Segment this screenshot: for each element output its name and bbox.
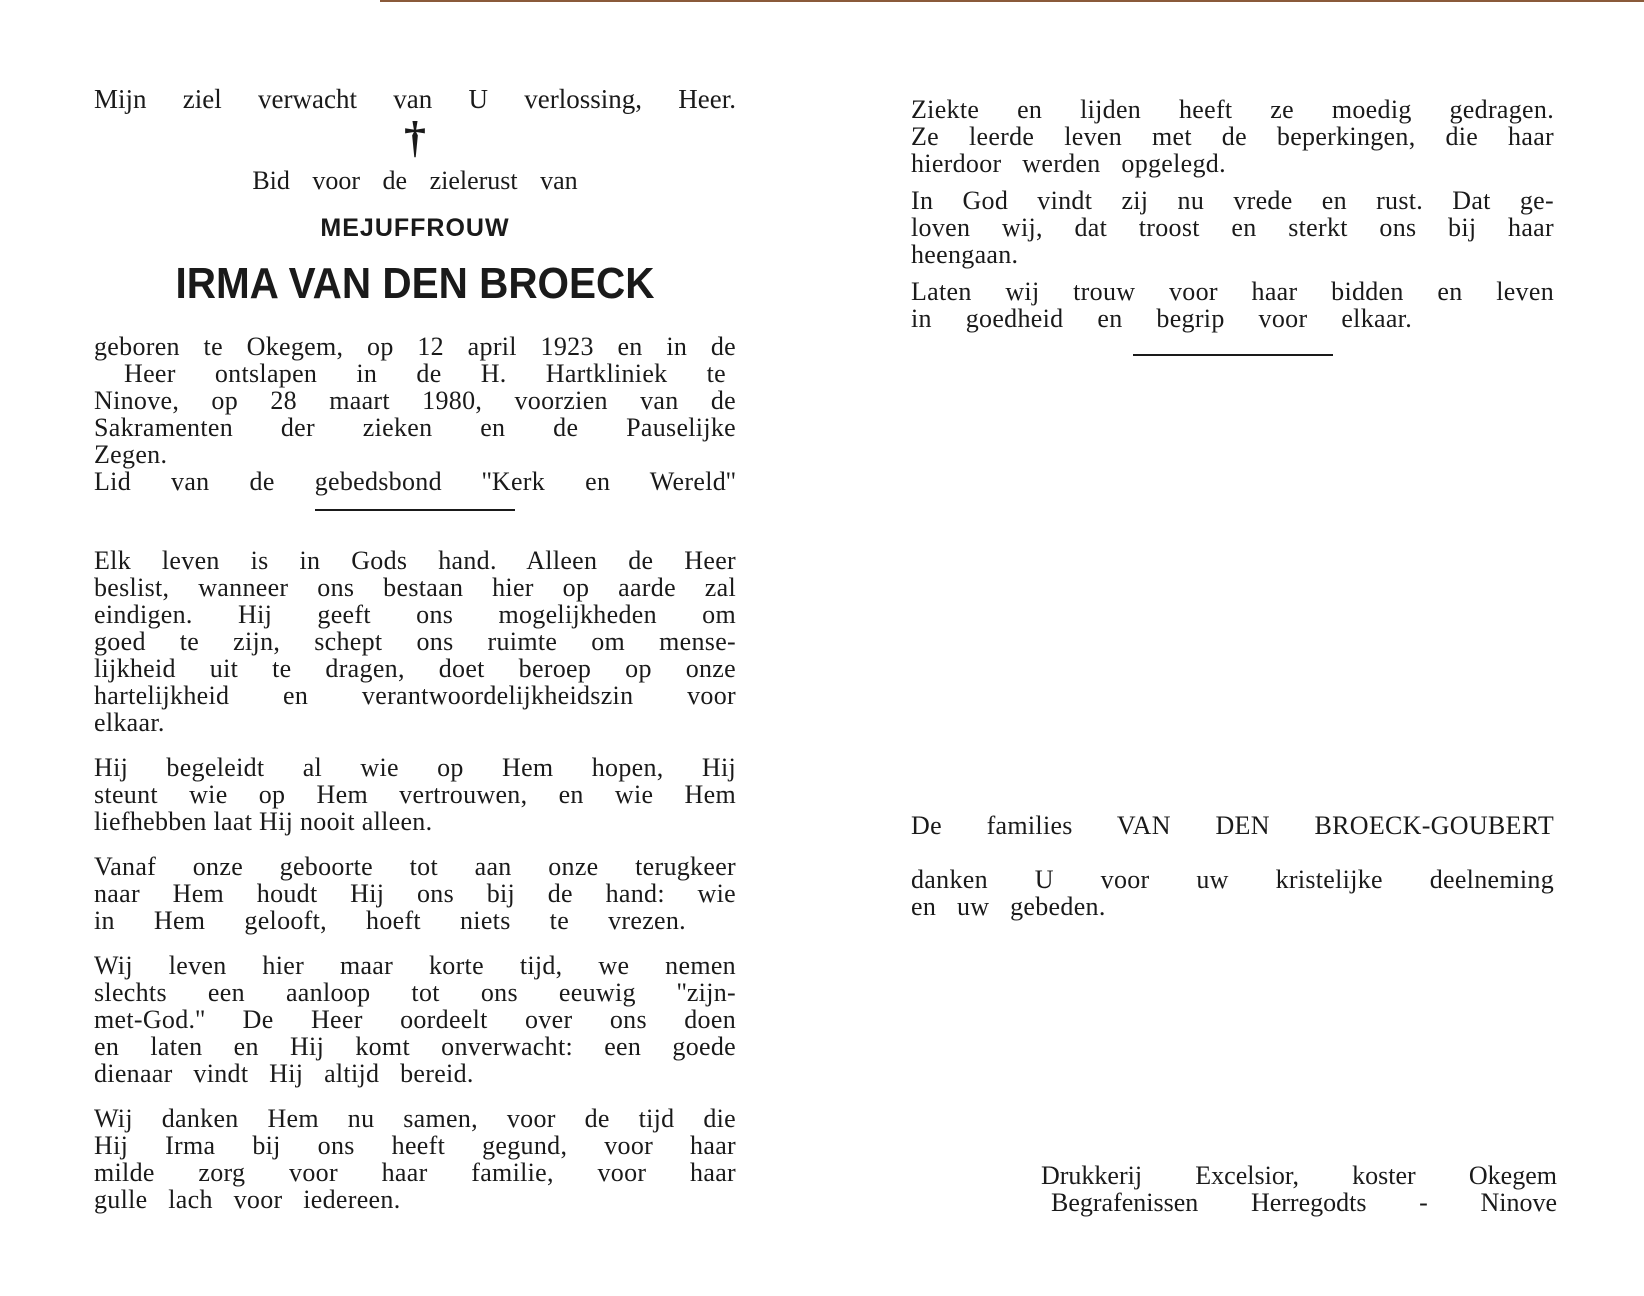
bio-line: geboren te Okegem, op 12 april 1923 en in de — [94, 332, 736, 361]
paragraph — [94, 853, 736, 934]
text-line: in goedheid en begrip voor elkaar. — [911, 304, 1412, 333]
divider — [1133, 354, 1333, 356]
printer-line: Begrafenissen Herregodts - Ninove — [1051, 1188, 1557, 1217]
thanks — [911, 866, 1554, 920]
deceased-name: IRMA VAN DEN BROECK — [175, 259, 655, 308]
paragraph — [911, 96, 1554, 177]
prayer-line: Bid voor de zielerust van — [252, 166, 578, 195]
text-line: naar Hem houdt Hij ons bij de hand: wie — [94, 879, 736, 908]
paragraph — [911, 187, 1554, 268]
text-line: elkaar. — [94, 708, 165, 737]
bio-line: Heer ontslapen in de H. Hartkliniek te — [124, 359, 726, 388]
left-column — [94, 84, 736, 1231]
bio-line: Ninove, op 28 maart 1980, voorzien van de — [94, 386, 736, 415]
paragraph — [94, 547, 736, 736]
text-line: liefhebben laat Hij nooit alleen. — [94, 807, 433, 836]
text-line: In God vindt zij nu vrede en rust. Dat ge- — [911, 186, 1554, 215]
bio-line: Zegen. — [94, 440, 168, 469]
text-line: dienaar vindt Hij altijd bereid. — [94, 1059, 474, 1088]
families-line — [911, 812, 1554, 839]
opening-verse: Mijn ziel verwacht van U verlossing, Heer. — [94, 84, 736, 114]
families-text: De families VAN DEN BROECK-GOUBERT — [911, 811, 1554, 840]
text-line: in Hem gelooft, hoeft niets te vrezen. — [94, 906, 686, 935]
biography — [94, 333, 736, 495]
text-line: heengaan. — [911, 240, 1019, 269]
text-line: slechts een aanloop tot ons eeuwig ''zijn- — [94, 978, 736, 1007]
printer-line: Drukkerij Excelsior, koster Okegem — [1041, 1161, 1557, 1190]
text-line: danken U voor uw kristelijke deelneming — [911, 865, 1554, 894]
paragraph — [94, 754, 736, 835]
text-line: Wij leven hier maar korte tijd, we nemen — [94, 951, 736, 980]
text-line: met-God.'' De Heer oordeelt over ons doen — [94, 1005, 736, 1034]
text-line: Ze leerde leven met de beperkingen, die haar — [911, 122, 1554, 151]
bio-line: Lid van de gebedsbond ''Kerk en Wereld'' — [94, 467, 736, 496]
text-line: Hij begeleidt al wie op Hem hopen, Hij — [94, 753, 736, 782]
honorific-title: MEJUFFROUW — [320, 214, 510, 242]
text-line: steunt wie op Hem vertrouwen, en wie Hem — [94, 780, 736, 809]
text-line: gulle lach voor iedereen. — [94, 1185, 401, 1214]
text-line: Hij Irma bij ons heeft gegund, voor haar — [94, 1131, 736, 1160]
text-line: Vanaf onze geboorte tot aan onze terugkeer — [94, 852, 736, 881]
text-line: en laten en Hij komt onverwacht: een goede — [94, 1032, 736, 1061]
paragraph — [94, 952, 736, 1087]
cross-icon: † — [404, 113, 426, 162]
bio-line: Sakramenten der zieken en de Pauselijke — [94, 413, 736, 442]
text-line: en uw gebeden. — [911, 892, 1106, 921]
text-line: hierdoor werden opgelegd. — [911, 149, 1226, 178]
text-line: eindigen. Hij geeft ons mogelijkheden om — [94, 600, 736, 629]
paragraph — [911, 278, 1554, 332]
text-line: Ziekte en lijden heeft ze moedig gedragen. — [911, 95, 1554, 124]
top-edge-line — [380, 0, 1644, 2]
text-line: beslist, wanneer ons bestaan hier op aarde zal — [94, 573, 736, 602]
right-column — [911, 95, 1557, 1217]
paragraph — [94, 1105, 736, 1213]
printer-credits — [1041, 1162, 1557, 1216]
text-line: loven wij, dat troost en sterkt ons bij haar — [911, 213, 1554, 242]
text-line: Elk leven is in Gods hand. Alleen de Heer — [94, 546, 736, 575]
text-line: milde zorg voor haar familie, voor haar — [94, 1158, 736, 1187]
divider — [315, 509, 515, 511]
text-line: lijkheid uit te dragen, doet beroep op onze — [94, 654, 736, 683]
text-line: Laten wij trouw voor haar bidden en leven — [911, 277, 1554, 306]
text-line: goed te zijn, schept ons ruimte om mense- — [94, 627, 736, 656]
text-line: Wij danken Hem nu samen, voor de tijd die — [94, 1104, 736, 1133]
text-line: hartelijkheid en verantwoordelijkheidszin voor — [94, 681, 736, 710]
